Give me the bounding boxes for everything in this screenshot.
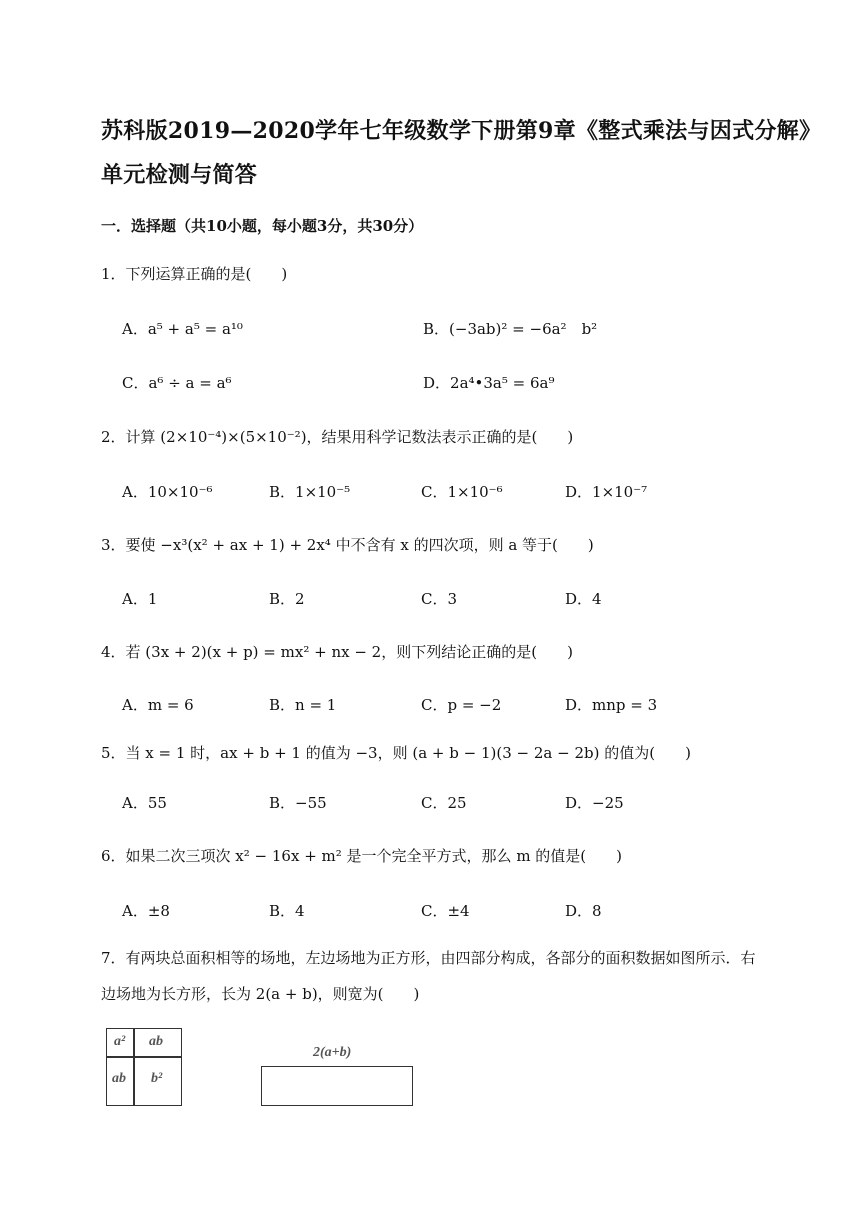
section-header: 一．选择题（共10小题，每小题3分，共30分） [101, 217, 424, 235]
cell-ab-bottom: ab [112, 1071, 126, 1086]
question-7-stem-continued: 边场地为长方形，长为 2(a + b)，则宽为( ) [101, 985, 420, 1003]
cell-a-squared: a² [114, 1034, 126, 1049]
question-4-option-c: C．p = −2 [421, 696, 502, 714]
question-5-option-b: B．−55 [269, 794, 327, 812]
question-4-option-d: D．mnp = 3 [565, 696, 658, 714]
square-horizontal-divider [106, 1056, 182, 1058]
cell-b-squared: b² [151, 1071, 163, 1086]
question-4-stem: 4．若 (3x + 2)(x + p) = mx² + nx − 2，则下列结论正确的是( ) [101, 643, 573, 661]
question-4-option-a: A．m = 6 [122, 696, 194, 714]
question-2-option-d: D．1×10⁻⁷ [565, 483, 648, 501]
question-2-option-b: B．1×10⁻⁵ [269, 483, 351, 501]
question-2-stem: 2．计算 (2×10⁻⁴)×(5×10⁻²)，结果用科学记数法表示正确的是( ) [101, 428, 574, 446]
question-3-option-d: D．4 [565, 590, 602, 608]
question-4-option-b: B．n = 1 [269, 696, 337, 714]
rectangle-outline [261, 1066, 413, 1106]
question-5-option-d: D．−25 [565, 794, 624, 812]
question-1-stem: 1．下列运算正确的是( ) [101, 265, 288, 283]
question-1-option-b: B．(−3ab)² = −6a² b² [423, 320, 598, 338]
question-1-option-d: D．2a⁴•3a⁵ = 6a⁹ [423, 374, 555, 392]
document-title-line1: 苏科版2019—2020学年七年级数学下册第9章《整式乘法与因式分解》 [101, 118, 822, 144]
question-1-option-c: C．a⁶ ÷ a = a⁶ [122, 374, 232, 392]
question-5-option-c: C．25 [421, 794, 467, 812]
question-6-option-d: D．8 [565, 902, 602, 920]
question-2-option-a: A．10×10⁻⁶ [122, 483, 213, 501]
question-3-option-b: B．2 [269, 590, 305, 608]
question-3-stem: 3．要使 −x³(x² + ax + 1) + 2x⁴ 中不含有 x 的四次项，则 a 等于( ) [101, 536, 594, 554]
document-title-line2: 单元检测与简答 [101, 162, 258, 188]
question-6-option-a: A．±8 [122, 902, 170, 920]
question-2-option-c: C．1×10⁻⁶ [421, 483, 503, 501]
question-1-option-a: A．a⁵ + a⁵ = a¹⁰ [122, 320, 243, 338]
question-6-stem: 6．如果二次三项次 x² − 16x + m² 是一个完全平方式，那么 m 的值是( ) [101, 847, 623, 865]
question-5-option-a: A．55 [122, 794, 167, 812]
question-7-stem: 7．有两块总面积相等的场地，左边场地为正方形，由四部分构成，各部分的面积数据如图所示．右 [101, 949, 756, 967]
question-6-option-b: B．4 [269, 902, 305, 920]
question-3-option-a: A．1 [122, 590, 158, 608]
question-3-option-c: C．3 [421, 590, 458, 608]
cell-ab-top: ab [149, 1034, 163, 1049]
question-5-stem: 5．当 x = 1 时，ax + b + 1 的值为 −3，则 (a + b − 1)(3 − 2a − 2b) 的值为( ) [101, 744, 691, 762]
rectangle-length-label: 2(a+b) [313, 1045, 352, 1060]
question-6-option-c: C．±4 [421, 902, 470, 920]
square-vertical-divider [133, 1028, 135, 1106]
